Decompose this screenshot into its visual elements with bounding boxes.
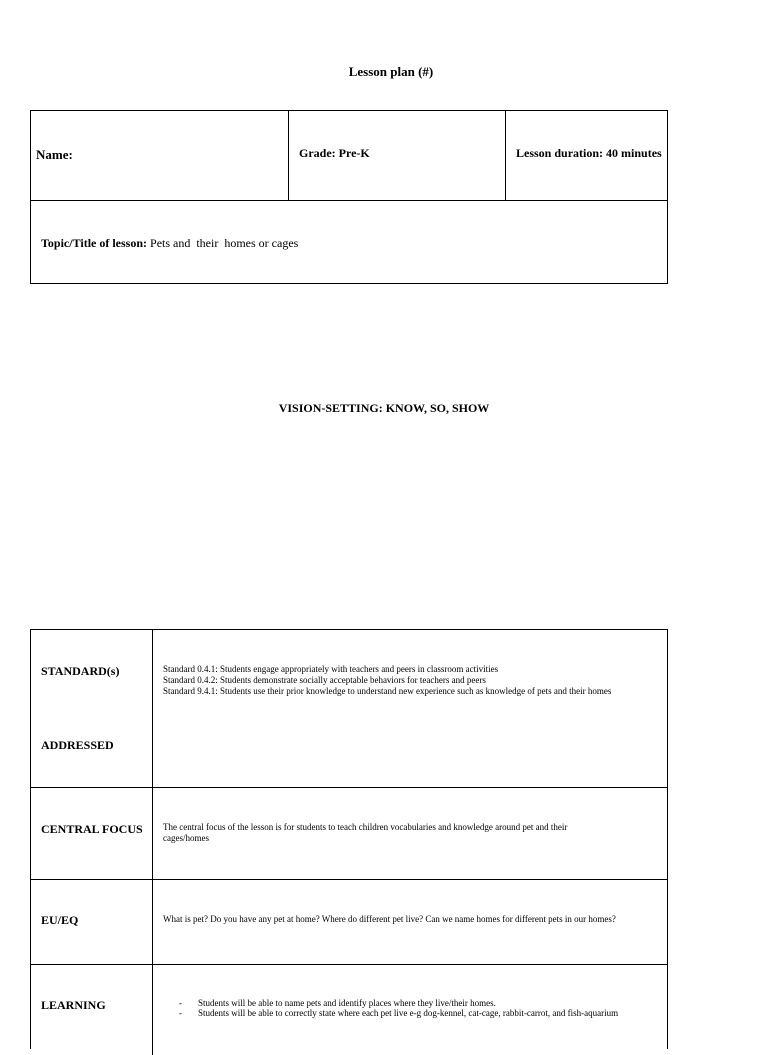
eu-eq-row — [31, 880, 667, 965]
topic-row — [41, 236, 298, 251]
duration-text: Lesson duration: 40 minutes — [516, 146, 662, 160]
vision-setting-heading: VISION-SETTING: KNOW, SO, SHOW — [278, 401, 490, 415]
central-focus-row — [31, 788, 667, 880]
addressed-label: ADDRESSED — [41, 738, 114, 752]
eu-eq-line: What is pet? Do you have any pet at home? Where do different pet live? Can we name homes for different pets in our homes? — [163, 914, 616, 924]
central-focus-text — [163, 822, 567, 844]
name-label: Name: — [36, 147, 73, 162]
grade-text: Grade: Pre-K — [299, 146, 370, 160]
standards-label: STANDARD(s) — [41, 664, 120, 678]
learning-row — [31, 965, 667, 1055]
learning-bullet — [179, 1008, 628, 1018]
learning-bullet-text: Students will be able to name pets and identify places where they live/their homes. — [198, 998, 496, 1008]
eu-eq-label: EU/EQ — [41, 913, 79, 927]
lesson-header-table — [30, 110, 668, 284]
central-focus-line: The central focus of the lesson is for students to teach children vocabularies and knowledge around pet and their — [163, 822, 568, 832]
header-row — [31, 111, 667, 201]
standards-row — [31, 630, 667, 788]
standard-line: Standard 9.4.1: Students use their prior knowledge to understand new experience such as knowledge of pets and their homes — [163, 686, 612, 696]
eu-eq-label-cell — [31, 880, 153, 964]
topic-label: Topic/Title of lesson: — [41, 236, 148, 250]
learning-label: LEARNING — [41, 998, 106, 1012]
bullet-dash-icon: - — [179, 1008, 182, 1018]
standards-label-cell — [31, 630, 153, 787]
topic-value: Pets and their homes or cages — [147, 236, 299, 250]
learning-bullet-list — [179, 998, 628, 1018]
learning-content-cell — [153, 965, 667, 1055]
name-cell — [31, 111, 289, 200]
central-focus-label: CENTRAL FOCUS — [41, 822, 143, 836]
learning-bullet — [179, 998, 628, 1008]
grade-cell — [289, 111, 506, 200]
duration-cell — [506, 111, 667, 200]
document-title: Lesson plan (#) — [348, 64, 434, 79]
central-focus-label-cell — [31, 788, 153, 879]
learning-bullet-text: Students will be able to correctly state where each pet live e-g dog-kennel, cat-cage, rabbit-carrot, and fish-aquarium — [198, 1008, 619, 1018]
learning-label-cell — [31, 965, 153, 1055]
standards-table — [30, 629, 668, 1049]
standards-content-cell — [153, 630, 667, 787]
central-focus-content-cell — [153, 788, 667, 879]
standards-list — [163, 664, 611, 697]
bullet-dash-icon: - — [179, 998, 182, 1008]
eu-eq-content-cell — [153, 880, 667, 964]
standard-line: Standard 0.4.2: Students demonstrate socially acceptable behaviors for teachers and peers — [163, 675, 486, 685]
standard-line: Standard 0.4.1: Students engage appropriately with teachers and peers in classroom activities — [163, 664, 499, 674]
eu-eq-text — [163, 914, 616, 925]
central-focus-line: cages/homes — [163, 833, 209, 843]
